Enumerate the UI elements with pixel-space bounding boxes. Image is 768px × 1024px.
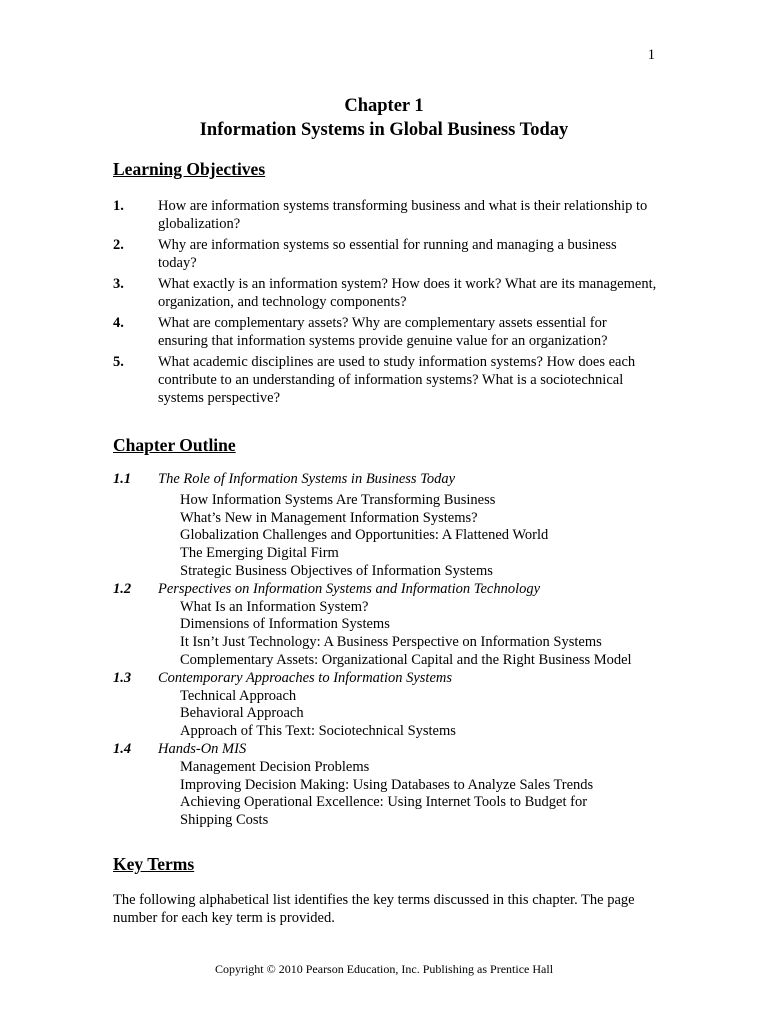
outline-section <box>113 741 673 759</box>
objective-text: What academic disciplines are used to study information systems? How does each contribute to an understanding of information systems? What is a sociotechnical systems perspective? <box>158 354 636 406</box>
objective-number: 2. <box>113 237 124 253</box>
learning-objectives-heading: Learning Objectives <box>113 159 266 179</box>
objective-text: Why are information systems so essential for running and managing a business today? <box>158 237 617 271</box>
objective-item <box>113 353 658 407</box>
chapter-label: Chapter 1 <box>344 96 424 116</box>
objective-item <box>113 197 658 233</box>
objective-number: 4. <box>113 315 124 331</box>
outline-section-title: Hands-On MIS <box>158 740 247 757</box>
objective-text: What are complementary assets? Why are complementary assets essential for ensuring that information systems provide genuine value for an organization? <box>158 315 608 349</box>
outline-subsection: Behavioral Approach <box>180 705 304 722</box>
outline-subsection: What Is an Information System? <box>180 598 369 615</box>
objective-number: 5. <box>113 354 124 370</box>
chapter-outline-heading: Chapter Outline <box>113 435 236 455</box>
outline-subsection: Strategic Business Objectives of Information Systems <box>180 562 493 579</box>
outline-section-number: 1.2 <box>113 580 132 597</box>
outline-subsection: It Isn’t Just Technology: A Business Perspective on Information Systems <box>180 634 602 651</box>
outline-section <box>113 471 673 489</box>
key-terms-intro: The following alphabetical list identifies the key terms discussed in this chapter. The page number for each key term is provided. <box>113 892 635 926</box>
outline-subsection: Management Decision Problems <box>180 758 370 775</box>
outline-subsection: Shipping Costs <box>180 812 269 829</box>
objective-number: 1. <box>113 198 124 214</box>
objective-item <box>113 275 658 311</box>
outline-subsection: Globalization Challenges and Opportunities: A Flattened World <box>180 527 549 544</box>
objective-text: How are information systems transforming business and what is their relationship to globalization? <box>158 198 648 232</box>
outline-subsection: How Information Systems Are Transforming Business <box>180 491 496 508</box>
objective-number: 3. <box>113 276 124 292</box>
outline-subsection: Dimensions of Information Systems <box>180 616 390 633</box>
learning-objectives-list <box>113 197 658 410</box>
chapter-outline <box>113 471 673 830</box>
outline-section <box>113 581 673 599</box>
key-terms-heading: Key Terms <box>113 854 195 874</box>
outline-section-title: Contemporary Approaches to Information Systems <box>158 669 453 686</box>
outline-subsection: The Emerging Digital Firm <box>180 545 339 562</box>
objective-item <box>113 314 658 350</box>
outline-section-number: 1.4 <box>113 740 132 757</box>
outline-section <box>113 670 673 688</box>
chapter-title: Information Systems in Global Business Today <box>199 120 569 140</box>
chapter-heading <box>0 94 768 142</box>
outline-subsection: Complementary Assets: Organizational Capital and the Right Business Model <box>180 651 632 668</box>
outline-subsection: Achieving Operational Excellence: Using Internet Tools to Budget for <box>180 794 588 811</box>
outline-subsection: What’s New in Management Information Systems? <box>180 509 478 526</box>
objective-item <box>113 236 658 272</box>
outline-section-title: The Role of Information Systems in Business Today <box>158 471 456 487</box>
outline-section-number: 1.1 <box>113 471 132 487</box>
outline-section-title: Perspectives on Information Systems and Information Technology <box>158 580 541 597</box>
copyright-footer: Copyright © 2010 Pearson Education, Inc. Publishing as Prentice Hall <box>214 962 554 976</box>
outline-section-number: 1.3 <box>113 669 132 686</box>
outline-subsection: Improving Decision Making: Using Databases to Analyze Sales Trends <box>180 776 594 793</box>
page-number: 1 <box>647 47 655 63</box>
outline-subsection: Technical Approach <box>180 687 297 704</box>
outline-subsection: Approach of This Text: Sociotechnical Systems <box>180 723 456 740</box>
objective-text: What exactly is an information system? How does it work? What are its management, organization, and technology components? <box>158 276 657 310</box>
